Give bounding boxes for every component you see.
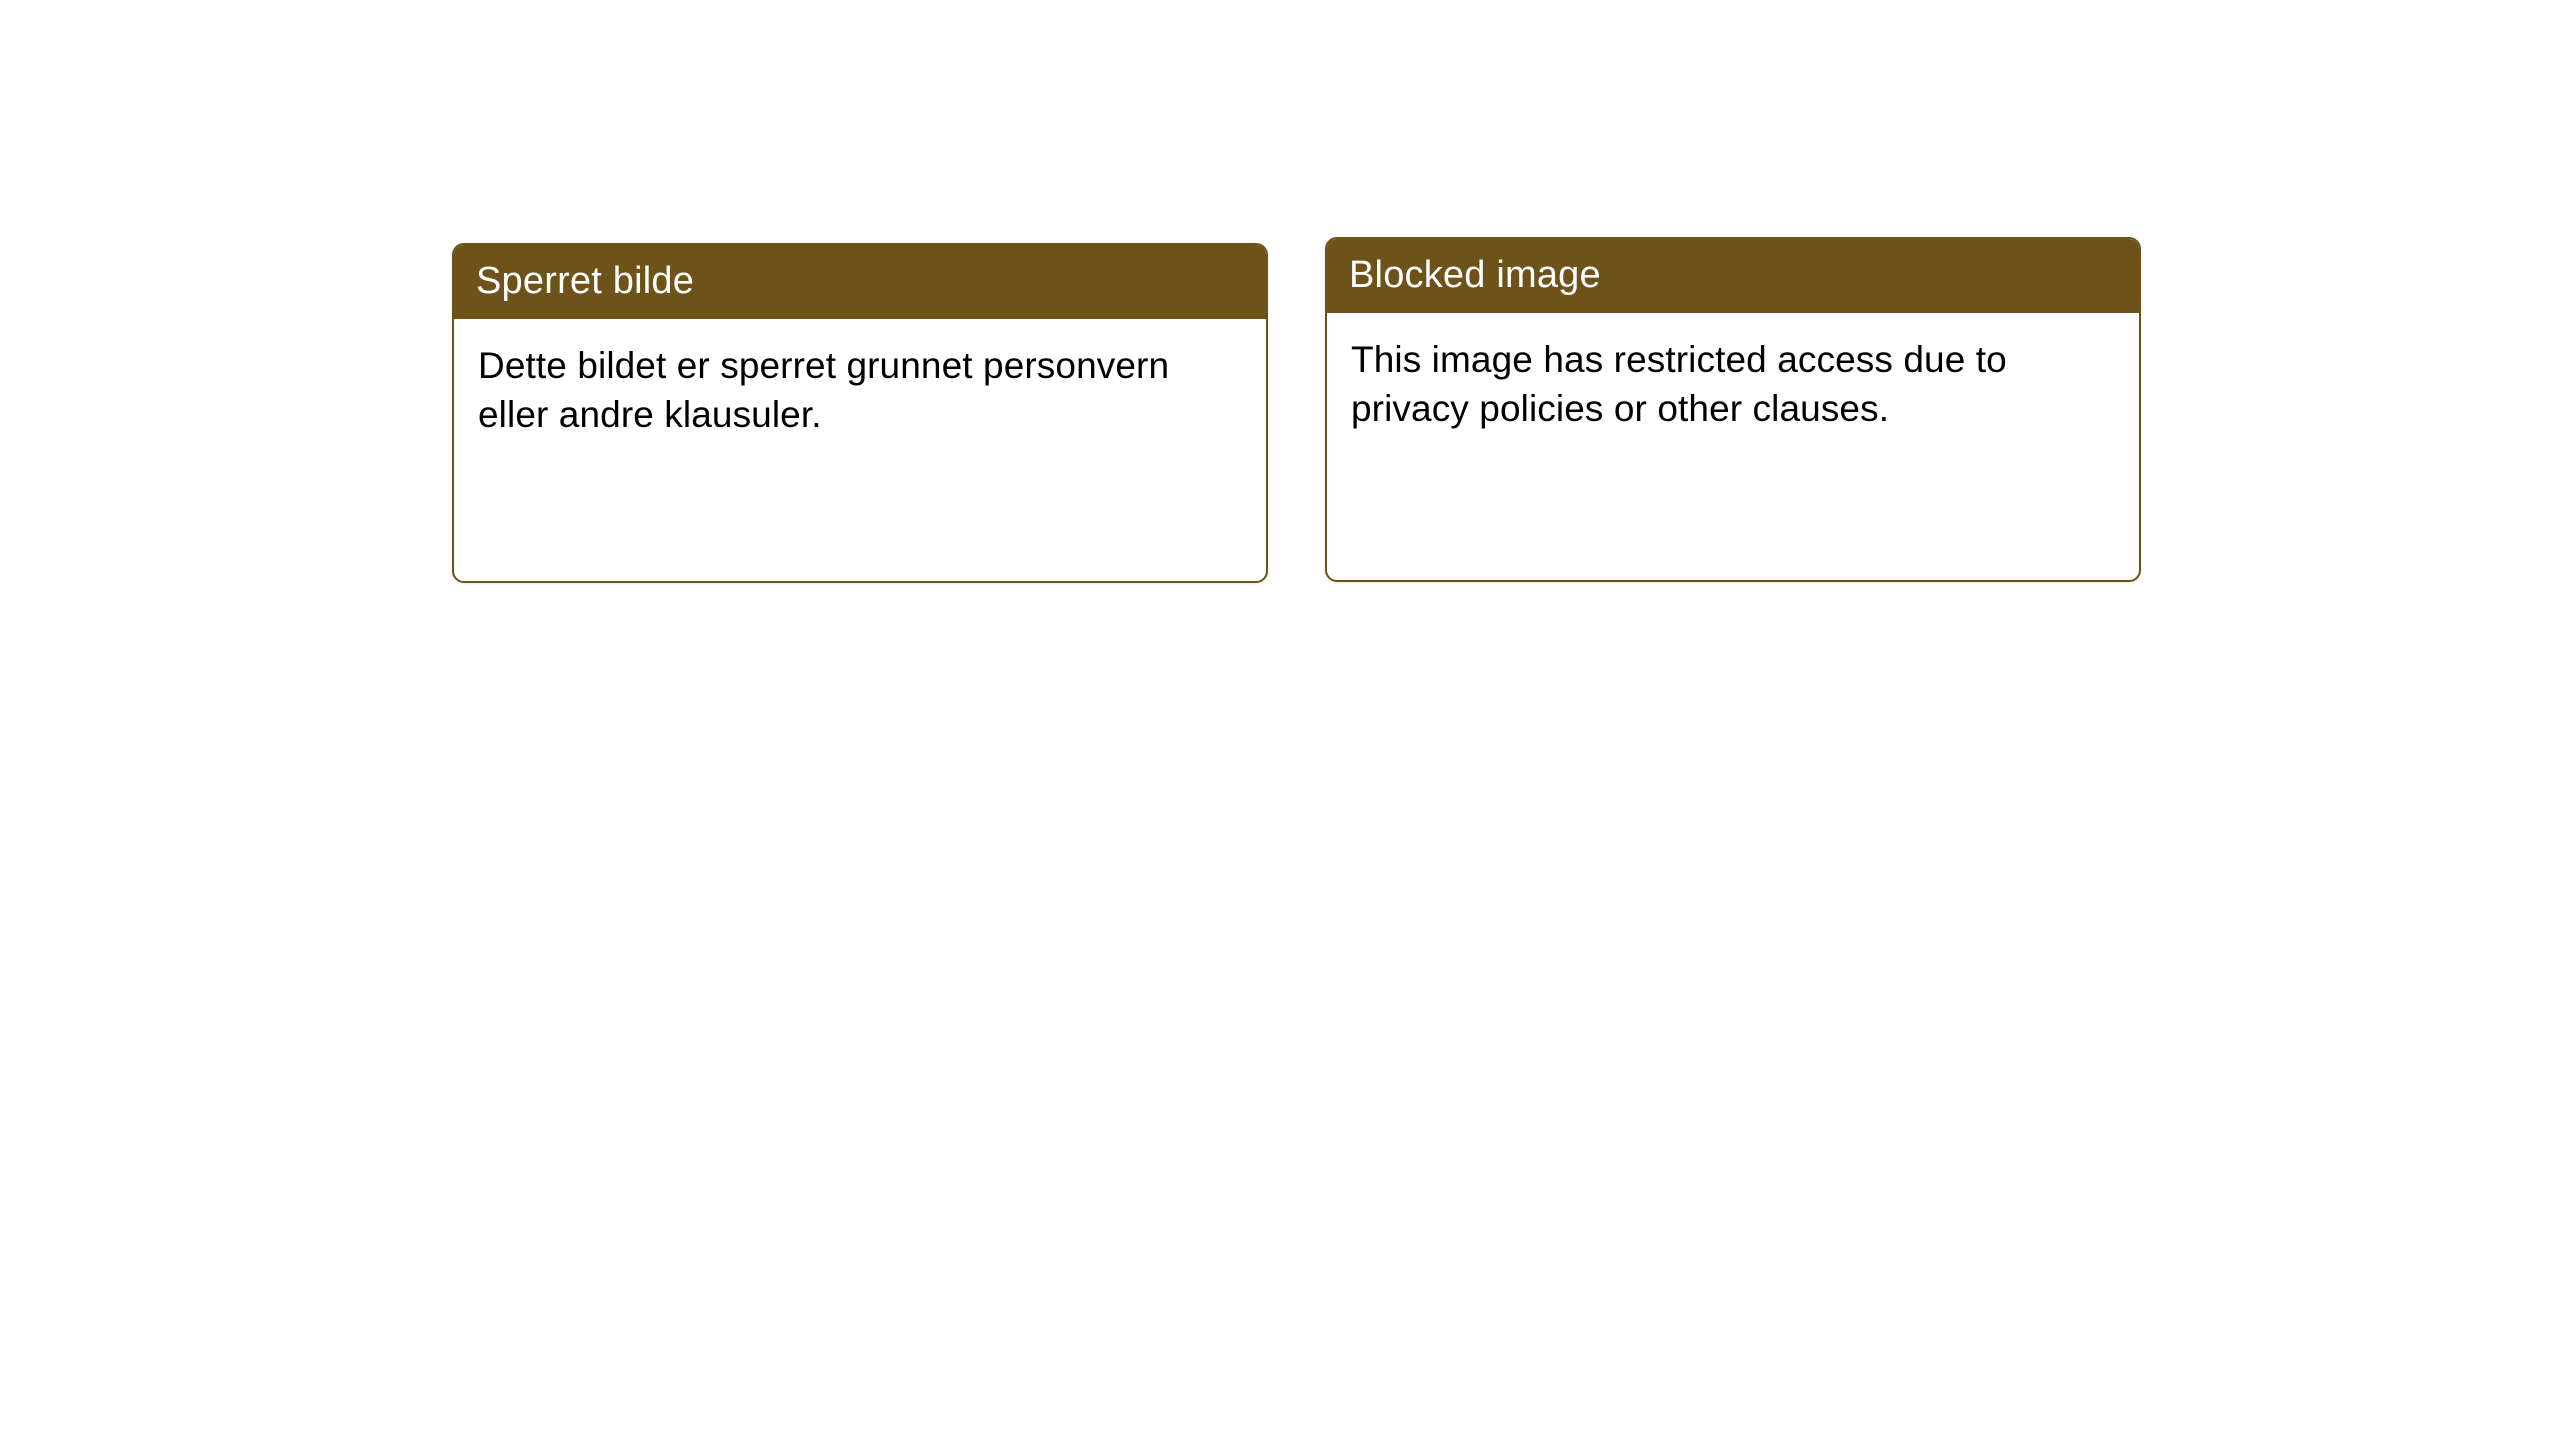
card-title-no: Sperret bilde bbox=[454, 245, 1266, 319]
card-body-no bbox=[454, 319, 1266, 439]
card-message-no: Dette bildet er sperret grunnet personvern eller andre klausuler. bbox=[478, 345, 1170, 436]
card-message-en: This image has restricted access due to privacy policies or other clauses. bbox=[1351, 339, 2007, 430]
blocked-image-notice-card-no bbox=[452, 243, 1268, 583]
card-body-en bbox=[1327, 313, 2139, 433]
card-title-en: Blocked image bbox=[1327, 239, 2139, 313]
blocked-image-notice-card-en bbox=[1325, 237, 2141, 582]
